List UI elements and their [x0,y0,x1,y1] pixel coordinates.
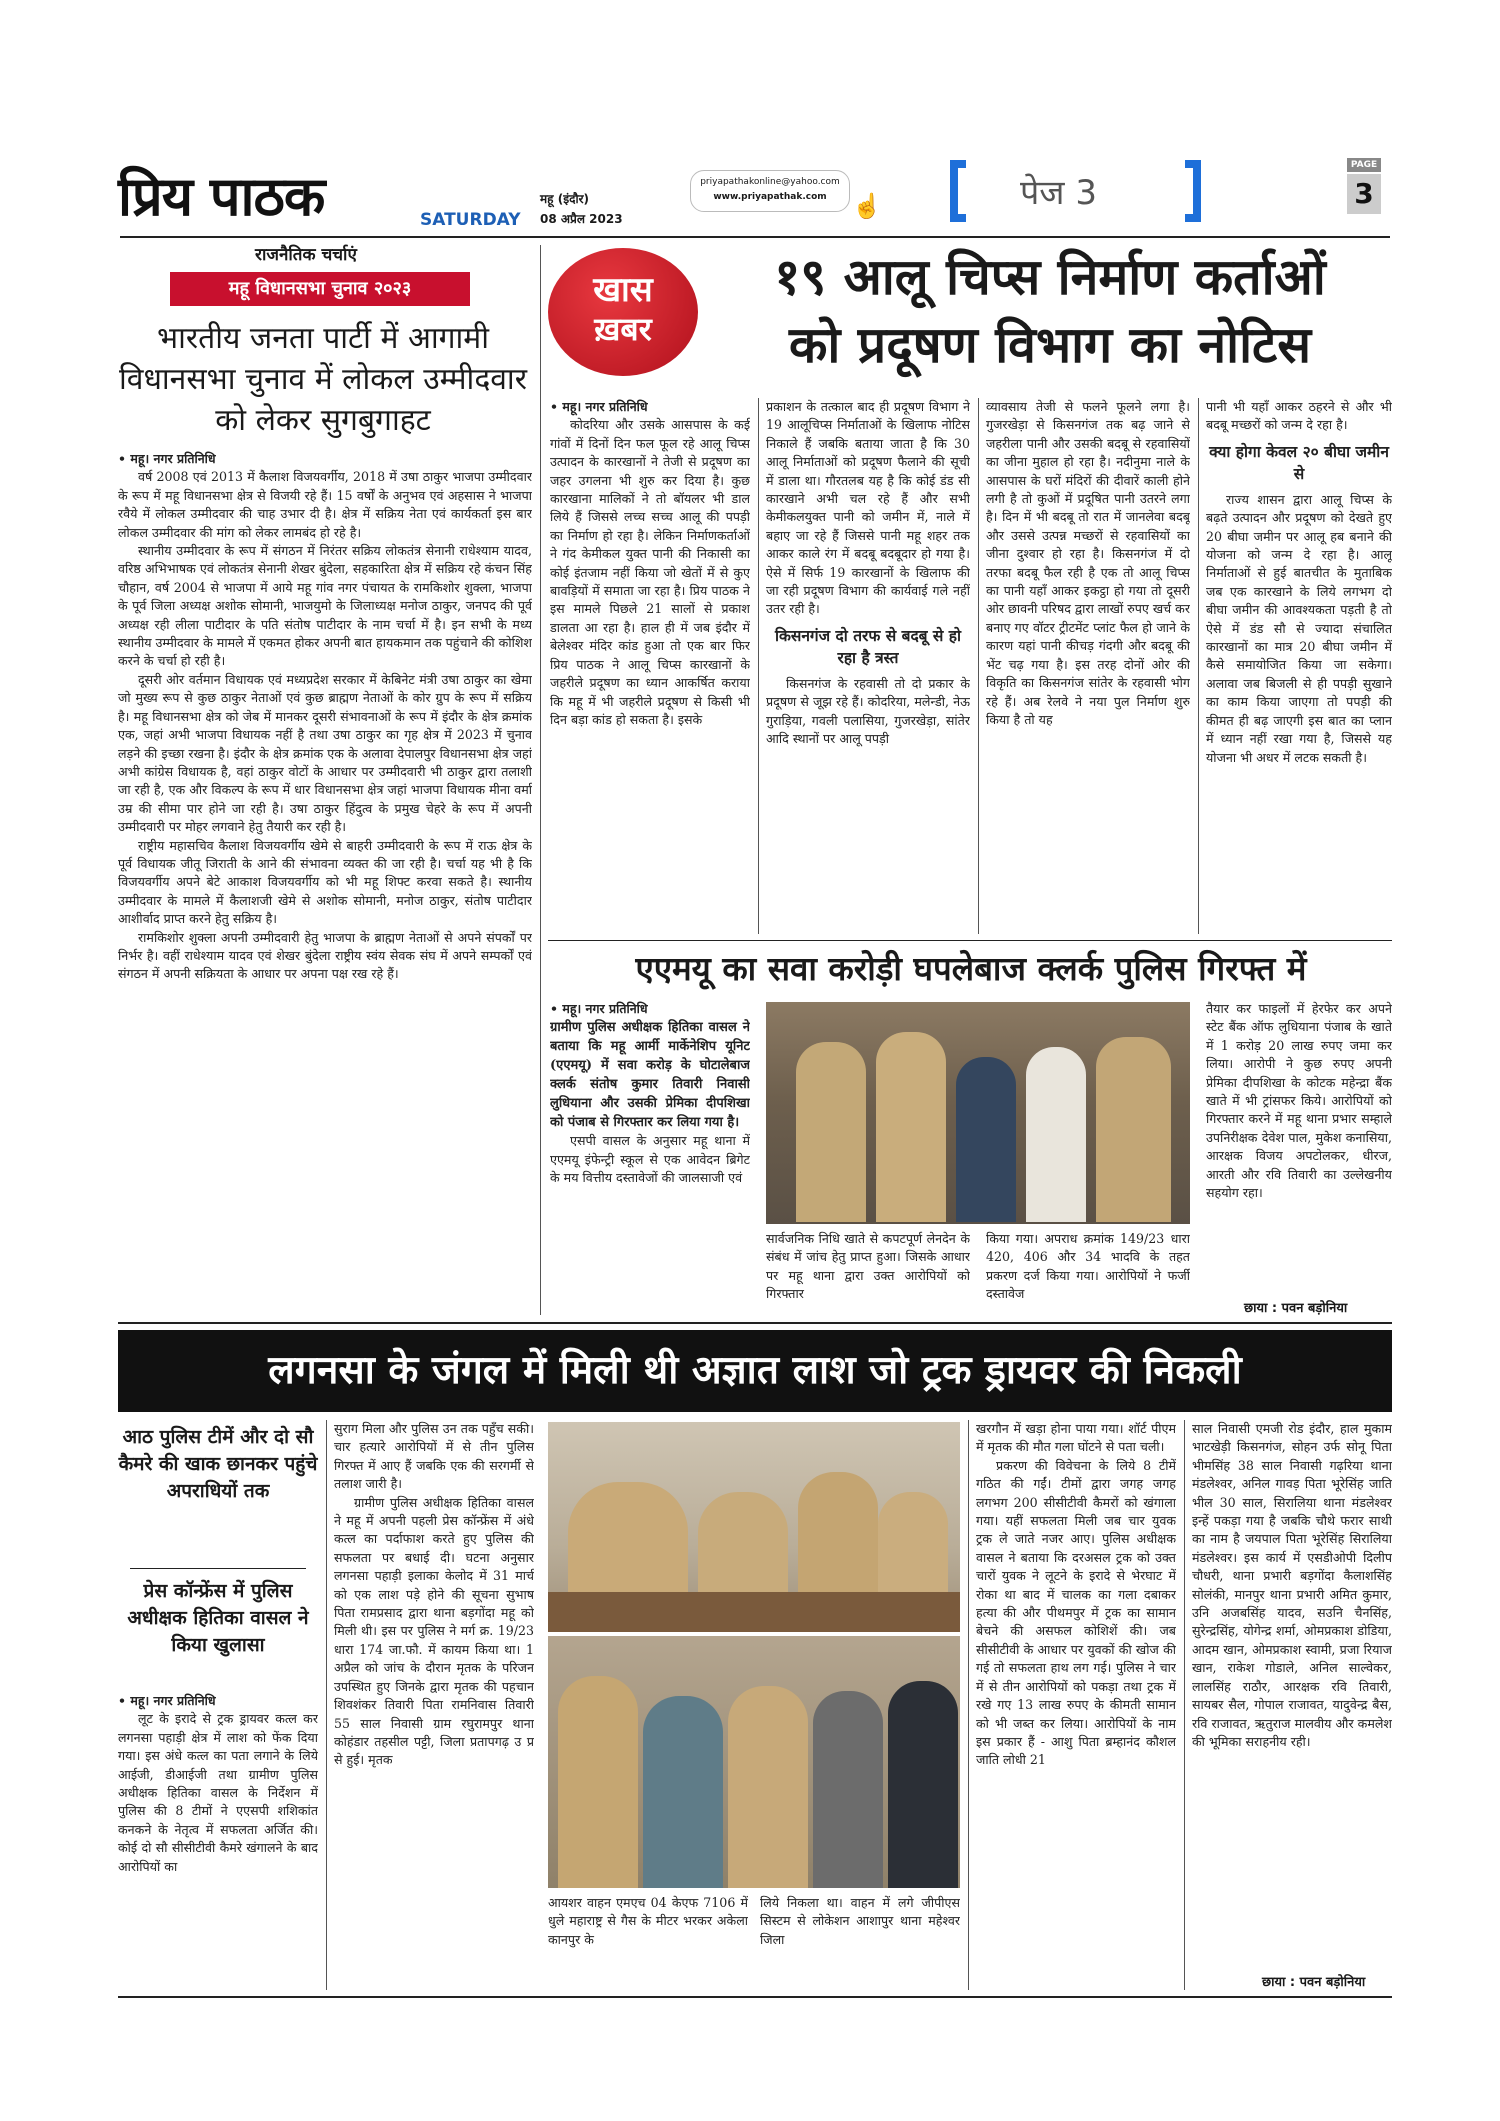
column-divider [1184,1420,1185,1990]
contact-box [690,170,850,212]
date-label: 08 अप्रैल 2023 [540,212,623,226]
section-rule [548,940,1392,941]
story4-side-head2: प्रेस कॉन्फ्रेंस में पुलिस अधीक्षक हितिका वासल ने किया खुलासा [127,1580,309,1656]
story4-photo-top [548,1422,960,1632]
story2-dateline: • महू। नगर प्रतिनिधि [550,399,648,414]
story3-para: तैयार कर फाइलों में हेरफेर कर अपने स्टेट बैंक ऑफ लुधियाना पंजाब के खाते में 1 करोड़ 20 लाख रुपए जमा कर लिया। आरोपी ने कुछ रुपए अपनी प्रेमिका दीपशिखा के कोटक महेन्द्रा बैंक खाते में भी ट्रांसफर किये। आरोपियों को गिरफ्तार करने में महू थाना प्रभार सम्हाले उपनिरीक्षक देवेश पाल, मुकेश कनासिया, आरक्षक विजय अपटोलकर, धीरज, आरती और रवि तिवारी का उल्लेखनीय सहयोग रहा। [1206,1001,1392,1201]
story3-col3-bottom [986,1230,1190,1316]
story4-para: खरगौन में खड़ा होना पाया गया। शॉर्ट पीएम में मृतक की मौत गला घोंटने से पता चली। [976,1421,1176,1455]
story3-para: किया गया। अपराध क्रमांक 149/23 धारा 420, 406 और 34 भादवि के तहत प्रकरण दर्ज किया गया। आरोपियों ने फर्जी दस्तावेज [986,1231,1190,1302]
story2-col1 [550,398,750,932]
bracket-left-icon [950,160,966,222]
column-divider [758,398,759,934]
story4-col2 [334,1420,534,1990]
story4-para: प्रकरण की विवेचना के लिये 8 टीमें गठित की गईं। टीमों द्वारा जगह जगह लगभग 200 सीसीटीवी कैमरों को खंगाला गया। यहीं सफलता मिली जब चार युवक ट्रक ले जाते नजर आए। पुलिस अधीक्षक वासल ने बताया कि दरअसल ट्रक को उक्त चारों युवक ने लूटने के इरादे से भेरघाट में रोका था बाद में चालक का गला दबाकर हत्या की और पीथमपुर में ट्रक का सामान बेचने की असफल कोशिशें की। जब सीसीटीवी के आधार पर युवकों की खोज की गई तो सफलता हाथ लग गई। पुलिस ने चार में से तीन आरोपियों को पकड़ा तथा ट्रक में रखे गए 13 लाख रुपए के कीमती सामान को भी जब्त कर लिया। आरोपियों के नाम इस प्रकार हैं - आशु पिता ब्रम्हानंद कौशल जाति लोधी 21 [976,1457,1176,1768]
story4-headline-bar [118,1330,1392,1412]
story4-para: साल निवासी एमजी रोड इंदौर, हाल मुकाम भाटखेड़ी किसनगंज, सोहन उर्फ सोनू पिता भीमसिंह 38 साल निवासी गढ़रिया थाना मंडलेश्वर, अनिल गावड़ पिता भूरेसिंह जाति भील 30 साल, सिरालिया थाना मंडलेश्वर इन्हें पकड़ा गया है जबकि चौथे फरार साथी का नाम है जयपाल पिता भूरेसिंह सिरालिया मंडलेश्वर। इस कार्य में एसडीओपी दिलीप चौधरी, थाना प्रभारी बड़गोंदा कैलाशसिंह सोलंकी, मानपुर थाना प्रभारी अमित कुमार, उनि अजबसिंह यादव, सउनि चैनसिंह, सुरेन्द्रसिंह, योगेन्द्र शर्मा, ओमप्रकाश डोडिया, आदम खान, ओमप्रकाश स्वामी, प्रजा रियाज खान, राकेश गोडाले, अनिल साल्वेकर, लालसिंह राठौर, आरक्षक रवि तिवारी, सायबर सैल, गोपाल राजावत, यादुवेन्द्र बैस, रवि राजावत, ऋतुराज मालवीय और कमलेश की भूमिका सराहनीय रही। [1192,1421,1392,1749]
section-rule [118,1322,1392,1324]
story2-para: कोदरिया और उसके आसपास के कई गांवों में दिनों दिन फल फूल रहे आलू चिप्स उत्पादन के कारखानों ने तेजी से प्रदूषण का जहर उगलना भी शुरु कर दिया है। कुछ कारखाना मालिकों ने तो बॉयलर भी डाल लिये हैं जिससे लच्च सच्च आलू की पपड़ी का निर्माण हो रहा है। लेकिन निर्माणकर्ताओं ने गंद केमीकल युक्त पानी की निकासी का कोई इंतजाम नहीं किया जो खेतों में से कुए बावड़ियों में समाता जा रहा है। प्रिय पाठक ने इस मामले पिछले 21 सालों से प्रकाश डालता आ रहा है। हाल ही में जब इंदौर में बेलेश्वर मंदिर कांड हुआ तो एक बार फिर प्रिय पाठक ने आलू चिप्स कारखानों के जहरीले प्रदूषण का ध्यान आकर्षित कराया कि महू में भी जहरीले प्रदूषण से किसी भी दिन बड़ा कांड हो सकता है। इसके [550,417,750,727]
story2-col2 [766,398,970,932]
story4-photo-caption [548,1894,748,1990]
story4-col3 [976,1420,1176,1990]
story2-para: राज्य शासन द्वारा आलू चिप्स के बढ़ते उत्पादन और प्रदूषण को देखते हुए 20 बीघा जमीन पर आलू हब बनाने की योजना को जन्म दे रहा है। आलू निर्माताओं से हुई बातचीत के मुताबिक जब एक कारखाने के लिये लगभग दो बीघा जमीन की आवश्यकता पड़ती है तो ऐसे में डंड सौ से ज्यादा संचालित कारखानों का मात्र 20 बीघा जमीन में कैसे समायोजित किया जा सकेगा। अलावा जब बिजली से ही पपड़ी सुखाने का काम किया जाएगा तो पपड़ी की कीमत ही बढ़ जाएगी इस बात का प्लान में ध्यान नहीं रखा गया है, जिससे यह योजना भी अधर में लटक सकती है। [1206,491,1392,765]
story1-body [118,450,532,1310]
place-label: महू (इंदौर) [540,192,589,206]
story1-kicker: राजनैतिक चर्चाएं [255,245,357,265]
column-divider [326,1420,327,1990]
page-number: 3 [1347,174,1381,214]
story3-photo-credit: छाया : पवन बड़ोनिया [1244,1301,1348,1316]
day-label: SATURDAY [420,210,521,230]
story4-para: सुराग मिला और पुलिस उन तक पहुँच सकी। चार हत्यारे आरोपियों में से तीन पुलिस गिरफ्त में आए हैं जबकि एक की सरगर्मी से तलाश जारी है। [334,1421,534,1492]
story2-subhead-20-bigha: क्या होगा केवल २० बीघा जमीन से [1209,441,1389,483]
website-link[interactable]: www.priyapathak.com [713,192,827,202]
story1-para: वर्ष 2008 एवं 2013 में कैलाश विजयवर्गीय, 2018 में उषा ठाकुर भाजपा उम्मीदवार के रूप में महू विधानसभा क्षेत्र से विजयी रहे हैं। 15 वर्षों के अनुभव एवं अहसास ने भाजपा रवैये में लोकल उम्मीदवार की चाह उभार दी है। क्षेत्र में सक्रिय नेता एवं कार्यकर्ता इस बार लोकल उम्मीदवार की मांग को लेकर लामबंद हो रहे है। [118,469,532,540]
column-divider [978,398,979,934]
story3-col4 [1206,1000,1392,1296]
footer-rule [118,1996,1392,1998]
story4-para: लूट के इरादे से ट्रक ड्रायवर कत्ल कर लगनसा पहाड़ी क्षेत्र में लाश को फेंक दिया गया। इस अंधे कत्ल का पता लगाने के लिये आईजी, डीआईजी तथा ग्रामीण पुलिस अधीक्षक हितिका वासल के निर्देशन में पुलिस की 8 टीमों ने एएसपी शशिकांत कनकने के नेतृत्व में सफलता अर्जित की। कोई दो सौ सीसीटीवी कैमरे खंगालने के बाद आरोपियों का [118,1711,318,1874]
story1-banner: महू विधानसभा चुनाव २०२३ [170,272,470,306]
story3-col1 [550,1000,750,1316]
hand-pointer-icon: ☝ [852,192,882,220]
page-label: पेज 3 [1020,173,1097,213]
story4-para: ग्रामीण पुलिस अधीक्षक हितिका वासल ने महू में अपनी पहली प्रेस कॉन्फ्रेंस में अंधे कत्ल का पर्दाफाश करते हुए पुलिस की सफलता पर बधाई दी। घटना अनुसार लगनसा पहाड़ी इलाका केलोद में 31 मार्च को एक लाश पड़े होने की सूचना सुभाष पिता रामप्रसाद द्वारा थाना बड़गोंदा महू को मिली थी। इस पर पुलिस ने मर्ग क्र. 19/23 धारा 174 जा.फौ. में कायम किया था। 1 अप्रैल को जांच के दौरान मृतक के परिजन उपस्थित हुए जिनके द्वारा मृतक की पहचान शिवशंकर तिवारी पिता रामनिवास तिवारी 55 साल निवासी ग्राम रघुरामपुर थाना कोहंडार तहसील पट्टी, जिला प्रतापगढ़ उ प्र से हुई। मृतक [334,1494,534,1768]
khas-khabar-badge [548,248,698,376]
story2-headline-line2: को प्रदूषण विभाग का नोटिस [788,316,1312,374]
story3-headline: एएमयू का सवा करोड़ी घपलेबाज क्लर्क पुलिस गिरफ्त में [635,949,1307,988]
story1-para: स्थानीय उम्मीदवार के रूप में संगठन में निरंतर सक्रिय लोकतंत्र सेनानी राधेश्याम यादव, वरिष्ठ अभिभाषक एवं लोकतंत्र सेनानी शेखर बुंदेला, सहकारिता क्षेत्र में सक्रिय रहे कंचन सिंह चौहान, वर्ष 2004 से भाजपा में आये महू गांव नगर पंचायत के रामकिशोर शुक्ला, भाजपा के पूर्व जिला अध्यक्ष अशोक सोमानी, भाजयुमो के जिलाध्यक्ष मनोज ठाकुर, जनपद की पूर्व अध्यक्ष रही लीला पाटीदार के पति संतोष पाटीदार के नाम चर्चा में है। इन सभी के मध्य स्थानीय उम्मीदवार के मामले में एकमत होकर अपनी बात हायकमान तक पहुंचाने की कोशिश करने के चर्चा हो रही है। [118,543,532,669]
column-divider [1198,398,1199,934]
story2-para: किसनगंज के रहवासी तो दो प्रकार के प्रदूषण से जूझ रहे हैं। कोदरिया, मलेन्डी, नेऊ गुराड़िया, गवली पलासिया, गुजरखेड़ा, सांतेर आदि स्थानों पर आलू पपड़ी [766,675,970,747]
column-divider [968,1420,969,1990]
story2-col3 [986,398,1190,932]
story4-photo-caption2 [760,1894,960,1990]
story4-side-head1: आठ पुलिस टीमें और दो सौ कैमरे की खाक छानकर पहुंचे अपराधियों तक [118,1426,318,1502]
story2-para: व्यावसाय तेजी से फलने फूलने लगा है। गुजरखेड़ा से किसनगंज तक बढ़ जाने से जहरीला पानी और उसकी बदबू से रहवासियों का जीना मुहाल हो रहा है। नदीनुमा नाले के आसपास के घरों मंदिरों की दीवारें काली होने लगी है तो कुओं में प्रदूषित पानी उतरने लगा है। दिन में भी बदबू तो रात में जानलेवा बदबू और उससे उत्पन्न मच्छरों से रहवासियों का जीना दुश्वार हो रहा है। किसनगंज में दो तरफा बदबू फैल रही है एक तो आलू चिप्स का पानी यहाँ आकर इकट्ठा हो गया तो दूसरी ओर छावनी परिषद द्वारा लाखों रुपए खर्च कर बनाए गए वॉटर ट्रीटमेंट प्लांट फैल हो जाने के कारण यहां पानी कीचड़ गंदगी और बदबू की भेंट चढ़ गया है। इस तरह दोनों ओर की विकृति का किसनगंज सांतेर के रहवासी भोग रहे हैं। अब रेलवे ने नया पुल निर्माण शुरु किया है तो यह [986,399,1190,727]
story3-para: सार्वजनिक निधि खाते से कपटपूर्ण लेनदेन के संबंध में जांच हेतु प्राप्त हुआ। जिसके आधार पर महू थाना द्वारा उक्त आरोपियों को गिरफ्तार [766,1231,970,1302]
story2-col4 [1206,398,1392,932]
newspaper-logo: प्रिय पाठक [118,164,325,228]
story1-para: दूसरी ओर वर्तमान विधायक एवं मध्यप्रदेश सरकार में केबिनेट मंत्री उषा ठाकुर का खेमा जो मुख्य रूप से कुछ ठाकुर नेताओं एवं कुछ ब्राह्मण नेताओं के कोर ग्रुप के रूप में सक्रिय है। महू विधानसभा क्षेत्र को जेब में मानकर दूसरी संभावनाओं के रूप में इंदौर के क्षेत्र क्रमांक एक, जहां अभी भाजपा विधायक नहीं है तथा उषा ठाकुर का गृह क्षेत्र में 2023 में चुनाव लड़ने की इच्छा रखना है। इंदौर के क्षेत्र क्रमांक एक के अलावा देपालपुर विधानसभा क्षेत्र जहां अभी कांग्रेस विधायक है, वहां ठाकुर वोटों के आधार पर उम्मीदवारी भी ठाकुर द्वारा तलाशी जा रही है, एक और विकल्प के रूप में धार विधानसभा क्षेत्र जहां भाजपा विधायक मीना वर्मा उम्र की सीमा पार होने जा रही है। उषा ठाकुर हिंदुत्व के प्रमुख चेहरे के रूप में अपनी उम्मीदवारी पर मोहर लगवाने हेतु तैयारी कर रही है। [118,671,532,835]
story3-col2-bottom [766,1230,970,1316]
story4-dateline: • महू। नगर प्रतिनिधि [118,1693,216,1708]
column-divider [540,245,541,1315]
story4-photo-credit: छाया : पवन बड़ोनिया [1262,1975,1366,1990]
story3-photo [766,1002,1190,1224]
page-tag: PAGE [1347,158,1381,172]
badge-line1: खास [593,270,653,310]
story2-headline-line1: १९ आलू चिप्स निर्माण कर्ताओं [774,248,1326,306]
story1-para: रामकिशोर शुक्ला अपनी उम्मीदवारी हेतु भाजपा के ब्राह्मण नेताओं से अपने संपर्कों पर निर्भर है। वहीं राधेश्याम यादव एवं शेखर बुंदेला राष्ट्रीय स्वंय सेवक संघ में अपने सम्पर्कों एवं संगठन में अपनी सक्रियता के आधार पर अपना पक्ष रख रहे हैं। [118,929,532,982]
masthead-rule [120,236,1390,238]
side-rule [130,1568,306,1569]
story1-dateline: • महू। नगर प्रतिनिधि [118,451,216,466]
story1-para: राष्ट्रीय महासचिव कैलाश विजयवर्गीय खेमे से बाहरी उम्मीदवारी के रूप में राऊ क्षेत्र के पूर्व विधायक जीतू जिराती के आने की संभावना व्यक्त की जा रही है। चर्चा यह भी है कि विजयवर्गीय अपने बेटे आकाश विजयवर्गीय को भी महू शिफ्ट करवा सकते है। स्थानीय उम्मीदवार के मामले में कैलाशजी खेमे से अशोक सोमानी, मनोज ठाकुर, संतोष पाटीदार आशीर्वाद प्राप्त करने हेतु सक्रिय है। [118,837,532,927]
story4-headline: लगनसा के जंगल में मिली थी अज्ञात लाश जो ट्रक ड्रायवर की निकली [268,1348,1242,1393]
story4-col1 [118,1692,318,1992]
story4-para: आयशर वाहन एमएच 04 केएफ 7106 में धुले महाराष्ट्र से गैस के मीटर भरकर अकेला कानपुर के [548,1895,748,1947]
bracket-right-icon [1185,160,1201,222]
story3-lead: ग्रामीण पुलिस अधीक्षक हितिका वासल ने बताया कि महू आर्मी मार्केनेशिप यूनिट (एएमयू) में सवा करोड़ के घोटालेबाज क्लर्क संतोष कुमार तिवारी निवासी लुधियाना और उसकी प्रेमिका दीपशिखा को पंजाब से गिरफ्तार कर लिया गया है। [550,1020,750,1131]
masthead [0,150,1500,230]
story2-para: पानी भी यहाँ आकर ठहरने से और भी बदबू मच्छरों को जन्म दे रहा है। [1206,399,1392,433]
story3-dateline: • महू। नगर प्रतिनिधि [550,1001,648,1016]
story2-subhead-kisanganj: किसनगंज दो तरफ से बदबू से हो रहा है त्रस्त [774,625,962,667]
story4-photo-bottom [548,1636,960,1888]
story2-para: प्रकाशन के तत्काल बाद ही प्रदूषण विभाग ने 19 आलूचिप्स निर्माताओं के खिलाफ नोटिस निकाले हैं जबकि बताया जाता है कि 30 आलू निर्माताओं को प्रदूषण फैलाने की सूची में डाला था। गौरतलब यह है कि कोई डंड सी कारखाने अभी चल रहे हैं और सभी केमीकलयुक्त पानी को जमीन में, नाले में बहाए जा रहे हैं जिससे पानी महू शहर तक आकर काले रंग में बदबू बदबूदार हो गया है। ऐसे में सिर्फ 19 कारखानों के खिलाफ की जा रही प्रदूषण विभाग की कार्यवाई गले नहीं उतर रही है। [766,399,970,617]
story4-para: लिये निकला था। वाहन में लगे जीपीएस सिस्टम से लोकेशन आशापुर थाना महेश्वर जिला [760,1895,960,1947]
badge-line2: ख़बर [594,310,652,348]
email-text: priyapathakonline@yahoo.com [700,177,840,187]
story1-headline: भारतीय जनता पार्टी में आगामी विधानसभा चुनाव में लोकल उम्मीदवार को लेकर सुगबुगाहट [119,321,527,438]
story3-para: एसपी वासल के अनुसार महू थाना में एएमयू इंफेन्ट्री स्कूल से एक आवेदन ब्रिगेट के मय वित्तीय दस्तावेजों की जालसाजी एवं [550,1133,750,1186]
story4-col4 [1192,1420,1392,1970]
